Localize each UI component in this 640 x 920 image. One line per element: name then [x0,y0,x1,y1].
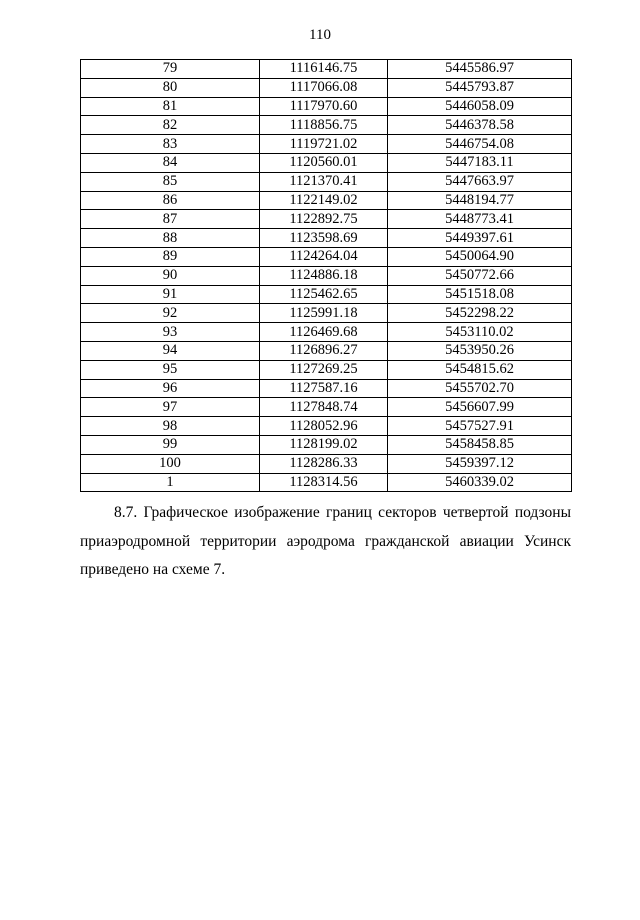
y-coordinate-cell: 5445793.87 [388,78,572,97]
point-number-cell: 87 [81,210,260,229]
x-coordinate-cell: 1124264.04 [260,247,388,266]
y-coordinate-cell: 5458458.85 [388,435,572,454]
point-number-cell: 96 [81,379,260,398]
coordinates-table-body [81,60,572,492]
y-coordinate-cell: 5455702.70 [388,379,572,398]
y-coordinate-cell: 5447183.11 [388,153,572,172]
table-row [81,97,572,116]
y-coordinate-cell: 5450772.66 [388,266,572,285]
table-row [81,341,572,360]
x-coordinate-cell: 1125462.65 [260,285,388,304]
y-coordinate-cell: 5449397.61 [388,229,572,248]
table-row [81,360,572,379]
point-number-cell: 90 [81,266,260,285]
y-coordinate-cell: 5460339.02 [388,473,572,492]
point-number-cell: 98 [81,417,260,436]
point-number-cell: 80 [81,78,260,97]
point-number-cell: 86 [81,191,260,210]
x-coordinate-cell: 1128314.56 [260,473,388,492]
y-coordinate-cell: 5453110.02 [388,323,572,342]
table-row [81,116,572,135]
point-number-cell: 82 [81,116,260,135]
table-row [81,229,572,248]
section-paragraph [80,499,571,585]
table-row [81,153,572,172]
y-coordinate-cell: 5450064.90 [388,247,572,266]
point-number-cell: 84 [81,153,260,172]
page-number: 110 [309,27,331,43]
y-coordinate-cell: 5457527.91 [388,417,572,436]
table-row [81,454,572,473]
x-coordinate-cell: 1127587.16 [260,379,388,398]
y-coordinate-cell: 5452298.22 [388,304,572,323]
table-row [81,210,572,229]
point-number-cell: 88 [81,229,260,248]
y-coordinate-cell: 5451518.08 [388,285,572,304]
point-number-cell: 95 [81,360,260,379]
y-coordinate-cell: 5453950.26 [388,341,572,360]
table-row [81,473,572,492]
table-row [81,172,572,191]
table-row [81,435,572,454]
x-coordinate-cell: 1118856.75 [260,116,388,135]
x-coordinate-cell: 1116146.75 [260,60,388,79]
x-coordinate-cell: 1121370.41 [260,172,388,191]
table-row [81,285,572,304]
point-number-cell: 94 [81,341,260,360]
point-number-cell: 99 [81,435,260,454]
y-coordinate-cell: 5445586.97 [388,60,572,79]
point-number-cell: 79 [81,60,260,79]
point-number-cell: 81 [81,97,260,116]
table-row [81,135,572,154]
x-coordinate-cell: 1128052.96 [260,417,388,436]
x-coordinate-cell: 1123598.69 [260,229,388,248]
table-row [81,417,572,436]
point-number-cell: 91 [81,285,260,304]
x-coordinate-cell: 1128286.33 [260,454,388,473]
table-row [81,379,572,398]
x-coordinate-cell: 1122892.75 [260,210,388,229]
point-number-cell: 83 [81,135,260,154]
x-coordinate-cell: 1120560.01 [260,153,388,172]
point-number-cell: 85 [81,172,260,191]
table-row [81,60,572,79]
point-number-cell: 1 [81,473,260,492]
y-coordinate-cell: 5448194.77 [388,191,572,210]
x-coordinate-cell: 1122149.02 [260,191,388,210]
paragraph-text: 8.7. Графическое изображение границ секторов четвертой подзоны приаэродромной территории аэродрома гражданской авиации Усинск приведено на схеме 7. [80,504,571,578]
x-coordinate-cell: 1117066.08 [260,78,388,97]
y-coordinate-cell: 5454815.62 [388,360,572,379]
y-coordinate-cell: 5459397.12 [388,454,572,473]
point-number-cell: 93 [81,323,260,342]
x-coordinate-cell: 1119721.02 [260,135,388,154]
y-coordinate-cell: 5446754.08 [388,135,572,154]
x-coordinate-cell: 1127848.74 [260,398,388,417]
y-coordinate-cell: 5446058.09 [388,97,572,116]
table-row [81,191,572,210]
point-number-cell: 97 [81,398,260,417]
x-coordinate-cell: 1126896.27 [260,341,388,360]
x-coordinate-cell: 1128199.02 [260,435,388,454]
x-coordinate-cell: 1125991.18 [260,304,388,323]
point-number-cell: 100 [81,454,260,473]
y-coordinate-cell: 5446378.58 [388,116,572,135]
x-coordinate-cell: 1124886.18 [260,266,388,285]
x-coordinate-cell: 1126469.68 [260,323,388,342]
x-coordinate-cell: 1127269.25 [260,360,388,379]
point-number-cell: 89 [81,247,260,266]
y-coordinate-cell: 5447663.97 [388,172,572,191]
table-row [81,78,572,97]
table-row [81,323,572,342]
table-row [81,304,572,323]
point-number-cell: 92 [81,304,260,323]
table-row [81,398,572,417]
y-coordinate-cell: 5448773.41 [388,210,572,229]
coordinates-table [80,59,572,492]
y-coordinate-cell: 5456607.99 [388,398,572,417]
table-row [81,266,572,285]
table-row [81,247,572,266]
x-coordinate-cell: 1117970.60 [260,97,388,116]
